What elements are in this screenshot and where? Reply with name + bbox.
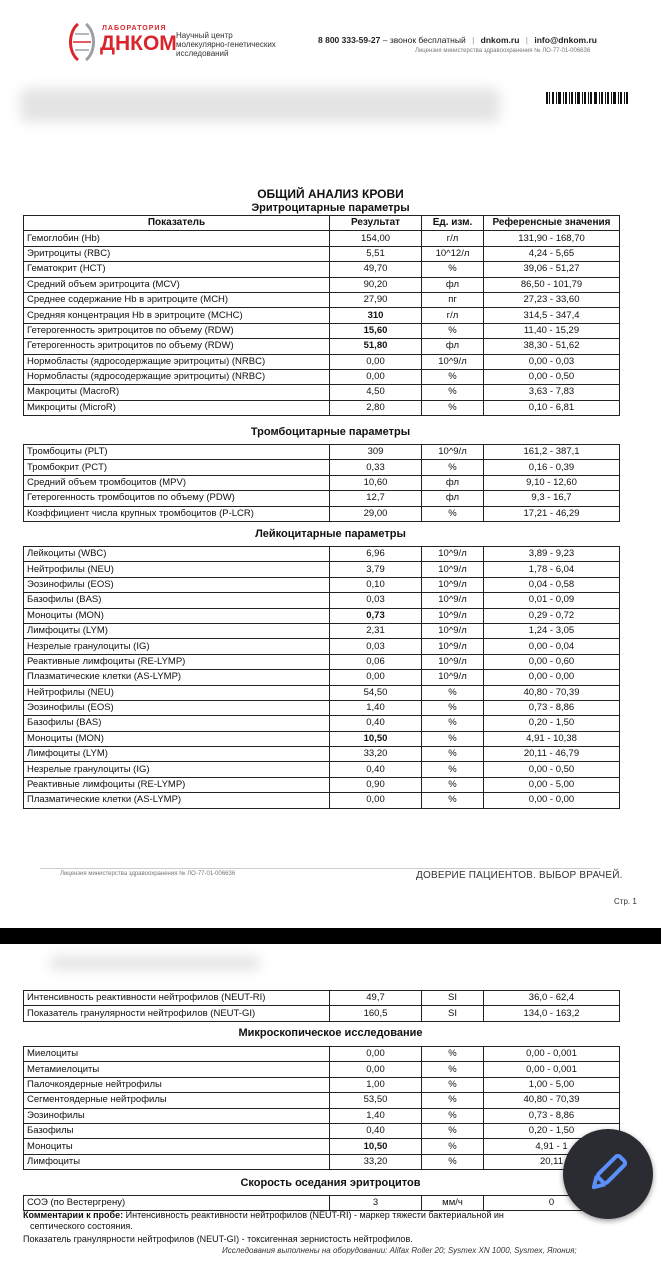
table-row [24,1196,620,1211]
cell-unit: % [422,1077,484,1092]
erythro-table [23,215,620,416]
cell-unit: % [422,685,484,700]
cell-unit: 10^9/л [422,547,484,562]
cell-ref: 0 [484,1196,620,1211]
cell-unit: 10^9/л [422,445,484,460]
cell-ref: 17,21 - 46,29 [484,506,620,521]
cell-result: 1,40 [330,700,422,715]
cell-unit: 10^9/л [422,608,484,623]
cell-name: Моноциты [24,1139,330,1154]
cell-ref: 0,00 - 0,50 [484,762,620,777]
cell-ref: 314,5 - 347,4 [484,308,620,323]
table-row [24,400,620,415]
cell-result: 3 [330,1196,422,1211]
cell-name: Средняя концентрация Hb в эритроците (MCHC) [24,308,330,323]
cell-result: 309 [330,445,422,460]
table-row [24,731,620,746]
cell-result: 0,40 [330,716,422,731]
cell-name: Средний объем эритроцита (MCV) [24,277,330,292]
table-header-row [24,216,620,231]
footer-license: Лицензия министерства здравоохранения № ЛО-77-01-006636 [60,871,236,877]
table-row [24,1108,620,1123]
table-row [24,991,620,1006]
cell-result: 0,00 [330,1062,422,1077]
cell-ref: 1,24 - 3,05 [484,623,620,638]
cell-unit: % [422,1062,484,1077]
cell-unit: пг [422,292,484,307]
table-row [24,460,620,475]
barcode-icon [546,92,630,104]
cell-ref: 36,0 - 62,4 [484,991,620,1006]
cell-unit: SI [422,991,484,1006]
cell-unit: фл [422,475,484,490]
cell-result: 10,50 [330,1139,422,1154]
cell-ref: 9,3 - 16,7 [484,491,620,506]
dnkom-logo [64,22,276,62]
table-row [24,1062,620,1077]
col-header-ref: Референсные значения [484,216,620,231]
table-row [24,1154,620,1169]
cell-result: 0,06 [330,654,422,669]
cell-result: 51,80 [330,339,422,354]
comment-block [23,1210,583,1221]
cell-name: Плазматические клетки (AS-LYMP) [24,793,330,808]
cell-ref: 0,00 - 0,001 [484,1047,620,1062]
cell-name: Палочкоядерные нейтрофилы [24,1077,330,1092]
table-row [24,777,620,792]
cell-result: 2,31 [330,623,422,638]
cell-result: 10,60 [330,475,422,490]
cell-result: 160,5 [330,1006,422,1021]
comment-line-1b: септического состояния. [30,1221,133,1231]
table-row [24,1077,620,1092]
cell-ref: 38,30 - 51,62 [484,339,620,354]
logo-description: Научный центр молекулярно-генетических исследований [176,31,276,58]
redacted-patient-info [20,88,500,122]
table-row [24,506,620,521]
cell-unit: 10^9/л [422,654,484,669]
cell-ref: 1,78 - 6,04 [484,562,620,577]
cell-ref: 20,11 [484,1154,620,1169]
cell-ref: 86,50 - 101,79 [484,277,620,292]
cell-unit: % [422,1093,484,1108]
table-row [24,246,620,261]
edit-fab-button[interactable] [563,1129,653,1219]
cell-ref: 4,24 - 5,65 [484,246,620,261]
cell-result: 0,00 [330,354,422,369]
table-row [24,685,620,700]
cell-name: Реактивные лимфоциты (RE-LYMP) [24,777,330,792]
cell-name: Незрелые гранулоциты (IG) [24,762,330,777]
section-esr-title: Скорость оседания эритроцитов [240,1177,421,1189]
license-header: Лицензия министерства здравоохранения № ЛО-77-01-006636 [415,48,591,54]
table-row [24,623,620,638]
cell-ref: 3,89 - 9,23 [484,547,620,562]
cell-ref: 131,90 - 168,70 [484,231,620,246]
cell-ref: 39,06 - 51,27 [484,262,620,277]
section-platelet-title: Тромбоцитарные параметры [250,426,411,438]
cell-name: Плазматические клетки (AS-LYMP) [24,670,330,685]
cell-ref: 0,00 - 0,60 [484,654,620,669]
comment-line-1: Интенсивность реактивности нейтрофилов (NEUT-RI) - маркер тяжести бактериальной ин [125,1210,504,1220]
cell-result: 6,96 [330,547,422,562]
cell-name: Интенсивность реактивности нейтрофилов (NEUT-RI) [24,991,330,1006]
cell-name: Гетерогенность эритроцитов по объему (RDW) [24,339,330,354]
cell-ref: 0,00 - 0,00 [484,670,620,685]
comment-line-2: Показатель гранулярности нейтрофилов (NEUT-GI) - токсигенная зернистость нейтрофилов. [23,1234,413,1244]
cell-unit: % [422,1123,484,1138]
cell-unit: фл [422,277,484,292]
edit-pencil-icon [585,1149,631,1197]
cell-ref: 0,00 - 0,50 [484,369,620,384]
cell-ref: 0,29 - 0,72 [484,608,620,623]
cell-result: 29,00 [330,506,422,521]
cell-unit: % [422,1139,484,1154]
cell-ref: 161,2 - 387,1 [484,445,620,460]
cell-result: 49,70 [330,262,422,277]
cell-result: 4,50 [330,385,422,400]
col-header-result: Результат [330,216,422,231]
table-row [24,670,620,685]
section-erythro-title: Эритроцитарные параметры [251,202,410,214]
table-row [24,1123,620,1138]
cell-unit: % [422,716,484,731]
cell-unit: % [422,262,484,277]
cell-ref: 0,00 - 0,001 [484,1062,620,1077]
platelet-table [23,444,620,522]
cell-name: Моноциты (MON) [24,608,330,623]
cell-ref: 0,00 - 5,00 [484,777,620,792]
table-row [24,562,620,577]
table-row [24,639,620,654]
cell-unit: 10^9/л [422,593,484,608]
cell-ref: 11,40 - 15,29 [484,323,620,338]
cell-name: Гемоглобин (Hb) [24,231,330,246]
cell-unit: 10^9/л [422,562,484,577]
cell-ref: 0,04 - 0,58 [484,577,620,592]
redacted-header-info [50,956,260,970]
cell-ref: 0,20 - 1,50 [484,1123,620,1138]
table-row [24,593,620,608]
cell-unit: % [422,700,484,715]
cell-result: 12,7 [330,491,422,506]
table-row [24,445,620,460]
cell-ref: 0,01 - 0,09 [484,593,620,608]
cell-result: 90,20 [330,277,422,292]
cell-result: 15,60 [330,323,422,338]
cell-result: 0,90 [330,777,422,792]
cell-name: Гетерогенность тромбоцитов по объему (PDW) [24,491,330,506]
cell-name: Средний объем тромбоцитов (MPV) [24,475,330,490]
cell-ref: 0,16 - 0,39 [484,460,620,475]
cell-unit: % [422,369,484,384]
cell-name: Показатель гранулярности нейтрофилов (NEUT-GI) [24,1006,330,1021]
cell-result: 53,50 [330,1093,422,1108]
cell-result: 0,03 [330,593,422,608]
cell-unit: SI [422,1006,484,1021]
table-row [24,385,620,400]
table-row [24,262,620,277]
cell-ref: 1,00 - 5,00 [484,1077,620,1092]
cell-name: Нормобласты (ядросодержащие эритроциты) (NRBC) [24,369,330,384]
cell-name: Миелоциты [24,1047,330,1062]
dna-logo-icon [64,22,100,62]
cell-result: 27,90 [330,292,422,307]
col-header-name: Показатель [24,216,330,231]
cell-result: 0,00 [330,670,422,685]
cell-unit: % [422,400,484,415]
report-title: ОБЩИЙ АНАЛИЗ КРОВИ [257,187,404,201]
cell-result: 10,50 [330,731,422,746]
cell-unit: 10^9/л [422,577,484,592]
cell-name: Эозинофилы (EOS) [24,700,330,715]
cell-name: Реактивные лимфоциты (RE-LYMP) [24,654,330,669]
report-page-2 [0,944,661,1269]
cell-name: Метамиелоциты [24,1062,330,1077]
cell-unit: % [422,1154,484,1169]
cell-result: 1,40 [330,1108,422,1123]
cell-ref: 0,10 - 6,81 [484,400,620,415]
cell-ref: 40,80 - 70,39 [484,685,620,700]
cell-result: 0,73 [330,608,422,623]
leuko-table [23,546,620,809]
cell-name: Незрелые гранулоциты (IG) [24,639,330,654]
cell-name: Базофилы (BAS) [24,593,330,608]
table-row [24,716,620,731]
cell-ref: 0,00 - 0,03 [484,354,620,369]
contacts-line: 8 800 333-59-27 – звонок бесплатный | dnkom.ru | info@dnkom.ru [318,35,597,45]
cell-name: Тромбокрит (PCT) [24,460,330,475]
cell-unit: % [422,1108,484,1123]
cell-result: 49,7 [330,991,422,1006]
cell-unit: 10^9/л [422,639,484,654]
table-row [24,292,620,307]
table-row [24,369,620,384]
cell-result: 0,40 [330,762,422,777]
section-leuko-title: Лейкоцитарные параметры [255,528,406,540]
cell-ref: 27,23 - 33,60 [484,292,620,307]
cell-result: 310 [330,308,422,323]
logo-lab-text: ЛАБОРАТОРИЯ [102,25,167,32]
cell-name: Гематокрит (HCT) [24,262,330,277]
table-row [24,1139,620,1154]
cell-unit: г/л [422,231,484,246]
neut-table [23,990,620,1022]
cell-name: Эритроциты (RBC) [24,246,330,261]
cell-ref: 3,63 - 7,83 [484,385,620,400]
cell-unit: % [422,385,484,400]
micro-table [23,1046,620,1170]
cell-name: Макроциты (MacroR) [24,385,330,400]
table-row [24,654,620,669]
cell-ref: 0,73 - 8,86 [484,700,620,715]
cell-name: Базофилы (BAS) [24,716,330,731]
cell-result: 3,79 [330,562,422,577]
cell-unit: фл [422,491,484,506]
cell-name: Лейкоциты (WBC) [24,547,330,562]
cell-name: Тромбоциты (PLT) [24,445,330,460]
cell-result: 33,20 [330,747,422,762]
cell-result: 0,40 [330,1123,422,1138]
cell-result: 2,80 [330,400,422,415]
email-link[interactable]: info@dnkom.ru [534,35,597,45]
cell-unit: % [422,731,484,746]
cell-result: 154,00 [330,231,422,246]
cell-name: Среднее содержание Hb в эритроците (MCH) [24,292,330,307]
cell-unit: 10^12/л [422,246,484,261]
cell-unit: % [422,323,484,338]
cell-unit: % [422,747,484,762]
cell-result: 0,00 [330,1047,422,1062]
table-row [24,1047,620,1062]
cell-ref: 0,00 - 0,00 [484,793,620,808]
cell-unit: % [422,762,484,777]
col-header-unit: Ед. изм. [422,216,484,231]
cell-result: 0,03 [330,639,422,654]
logo-name-text: ДНКОМ [100,32,177,55]
table-row [24,793,620,808]
cell-ref: 0,73 - 8,86 [484,1108,620,1123]
table-row [24,354,620,369]
cell-result: 0,00 [330,369,422,384]
comment-label: Комментарии к пробе: [23,1210,124,1220]
cell-name: Базофилы [24,1123,330,1138]
cell-unit: 10^9/л [422,623,484,638]
cell-name: Лимфоциты [24,1154,330,1169]
site-link[interactable]: dnkom.ru [480,35,520,45]
cell-name: Эозинофилы (EOS) [24,577,330,592]
cell-result: 0,00 [330,793,422,808]
cell-unit: % [422,506,484,521]
cell-name: Лимфоциты (LYM) [24,747,330,762]
cell-result: 33,20 [330,1154,422,1169]
table-row [24,1006,620,1021]
table-row [24,747,620,762]
footer-slogan: ДОВЕРИЕ ПАЦИЕНТОВ. ВЫБОР ВРАЧЕЙ. [416,870,623,881]
cell-name: Нейтрофилы (NEU) [24,685,330,700]
cell-name: Нейтрофилы (NEU) [24,562,330,577]
cell-unit: % [422,777,484,792]
table-row [24,700,620,715]
cell-result: 54,50 [330,685,422,700]
cell-name: Гетерогенность эритроцитов по объему (RDW) [24,323,330,338]
table-row [24,577,620,592]
cell-name: Моноциты (MON) [24,731,330,746]
cell-name: Сегментоядерные нейтрофилы [24,1093,330,1108]
equipment-note: Исследования выполнены на оборудовании: Alifax Roller 20; Sysmex XN 1000, Sysmex, Япония; [222,1246,577,1255]
phone-note: – звонок бесплатный [382,35,466,45]
cell-ref: 9,10 - 12,60 [484,475,620,490]
table-row [24,475,620,490]
table-row [24,308,620,323]
cell-ref: 0,20 - 1,50 [484,716,620,731]
cell-name: Нормобласты (ядросодержащие эритроциты) (NRBC) [24,354,330,369]
cell-name: Лимфоциты (LYM) [24,623,330,638]
cell-ref: 0,00 - 0,04 [484,639,620,654]
footer-divider [40,868,600,869]
table-row [24,491,620,506]
table-row [24,277,620,292]
cell-name: Коэффициент числа крупных тромбоцитов (P-LCR) [24,506,330,521]
table-row [24,608,620,623]
cell-name: Микроциты (MicroR) [24,400,330,415]
cell-unit: фл [422,339,484,354]
cell-ref: 4,91 - 1 [484,1139,620,1154]
table-row [24,323,620,338]
table-row [24,762,620,777]
cell-ref: 134,0 - 163,2 [484,1006,620,1021]
cell-ref: 40,80 - 70,39 [484,1093,620,1108]
cell-unit: % [422,793,484,808]
cell-result: 5,51 [330,246,422,261]
cell-result: 1,00 [330,1077,422,1092]
page-number: Стр. 1 [614,897,637,906]
section-micro-title: Микроскопическое исследование [238,1027,423,1039]
table-row [24,339,620,354]
esr-table [23,1195,620,1211]
table-row [24,231,620,246]
cell-unit: мм/ч [422,1196,484,1211]
cell-ref: 20,11 - 46,79 [484,747,620,762]
cell-unit: 10^9/л [422,354,484,369]
cell-unit: г/л [422,308,484,323]
table-row [24,547,620,562]
cell-result: 0,10 [330,577,422,592]
table-row [24,1093,620,1108]
cell-ref: 4,91 - 10,38 [484,731,620,746]
cell-name: Эозинофилы [24,1108,330,1123]
cell-result: 0,33 [330,460,422,475]
phone-number: 8 800 333-59-27 [318,35,381,45]
cell-unit: 10^9/л [422,670,484,685]
cell-unit: % [422,1047,484,1062]
cell-unit: % [422,460,484,475]
cell-name: СОЭ (по Вестергрену) [24,1196,330,1211]
